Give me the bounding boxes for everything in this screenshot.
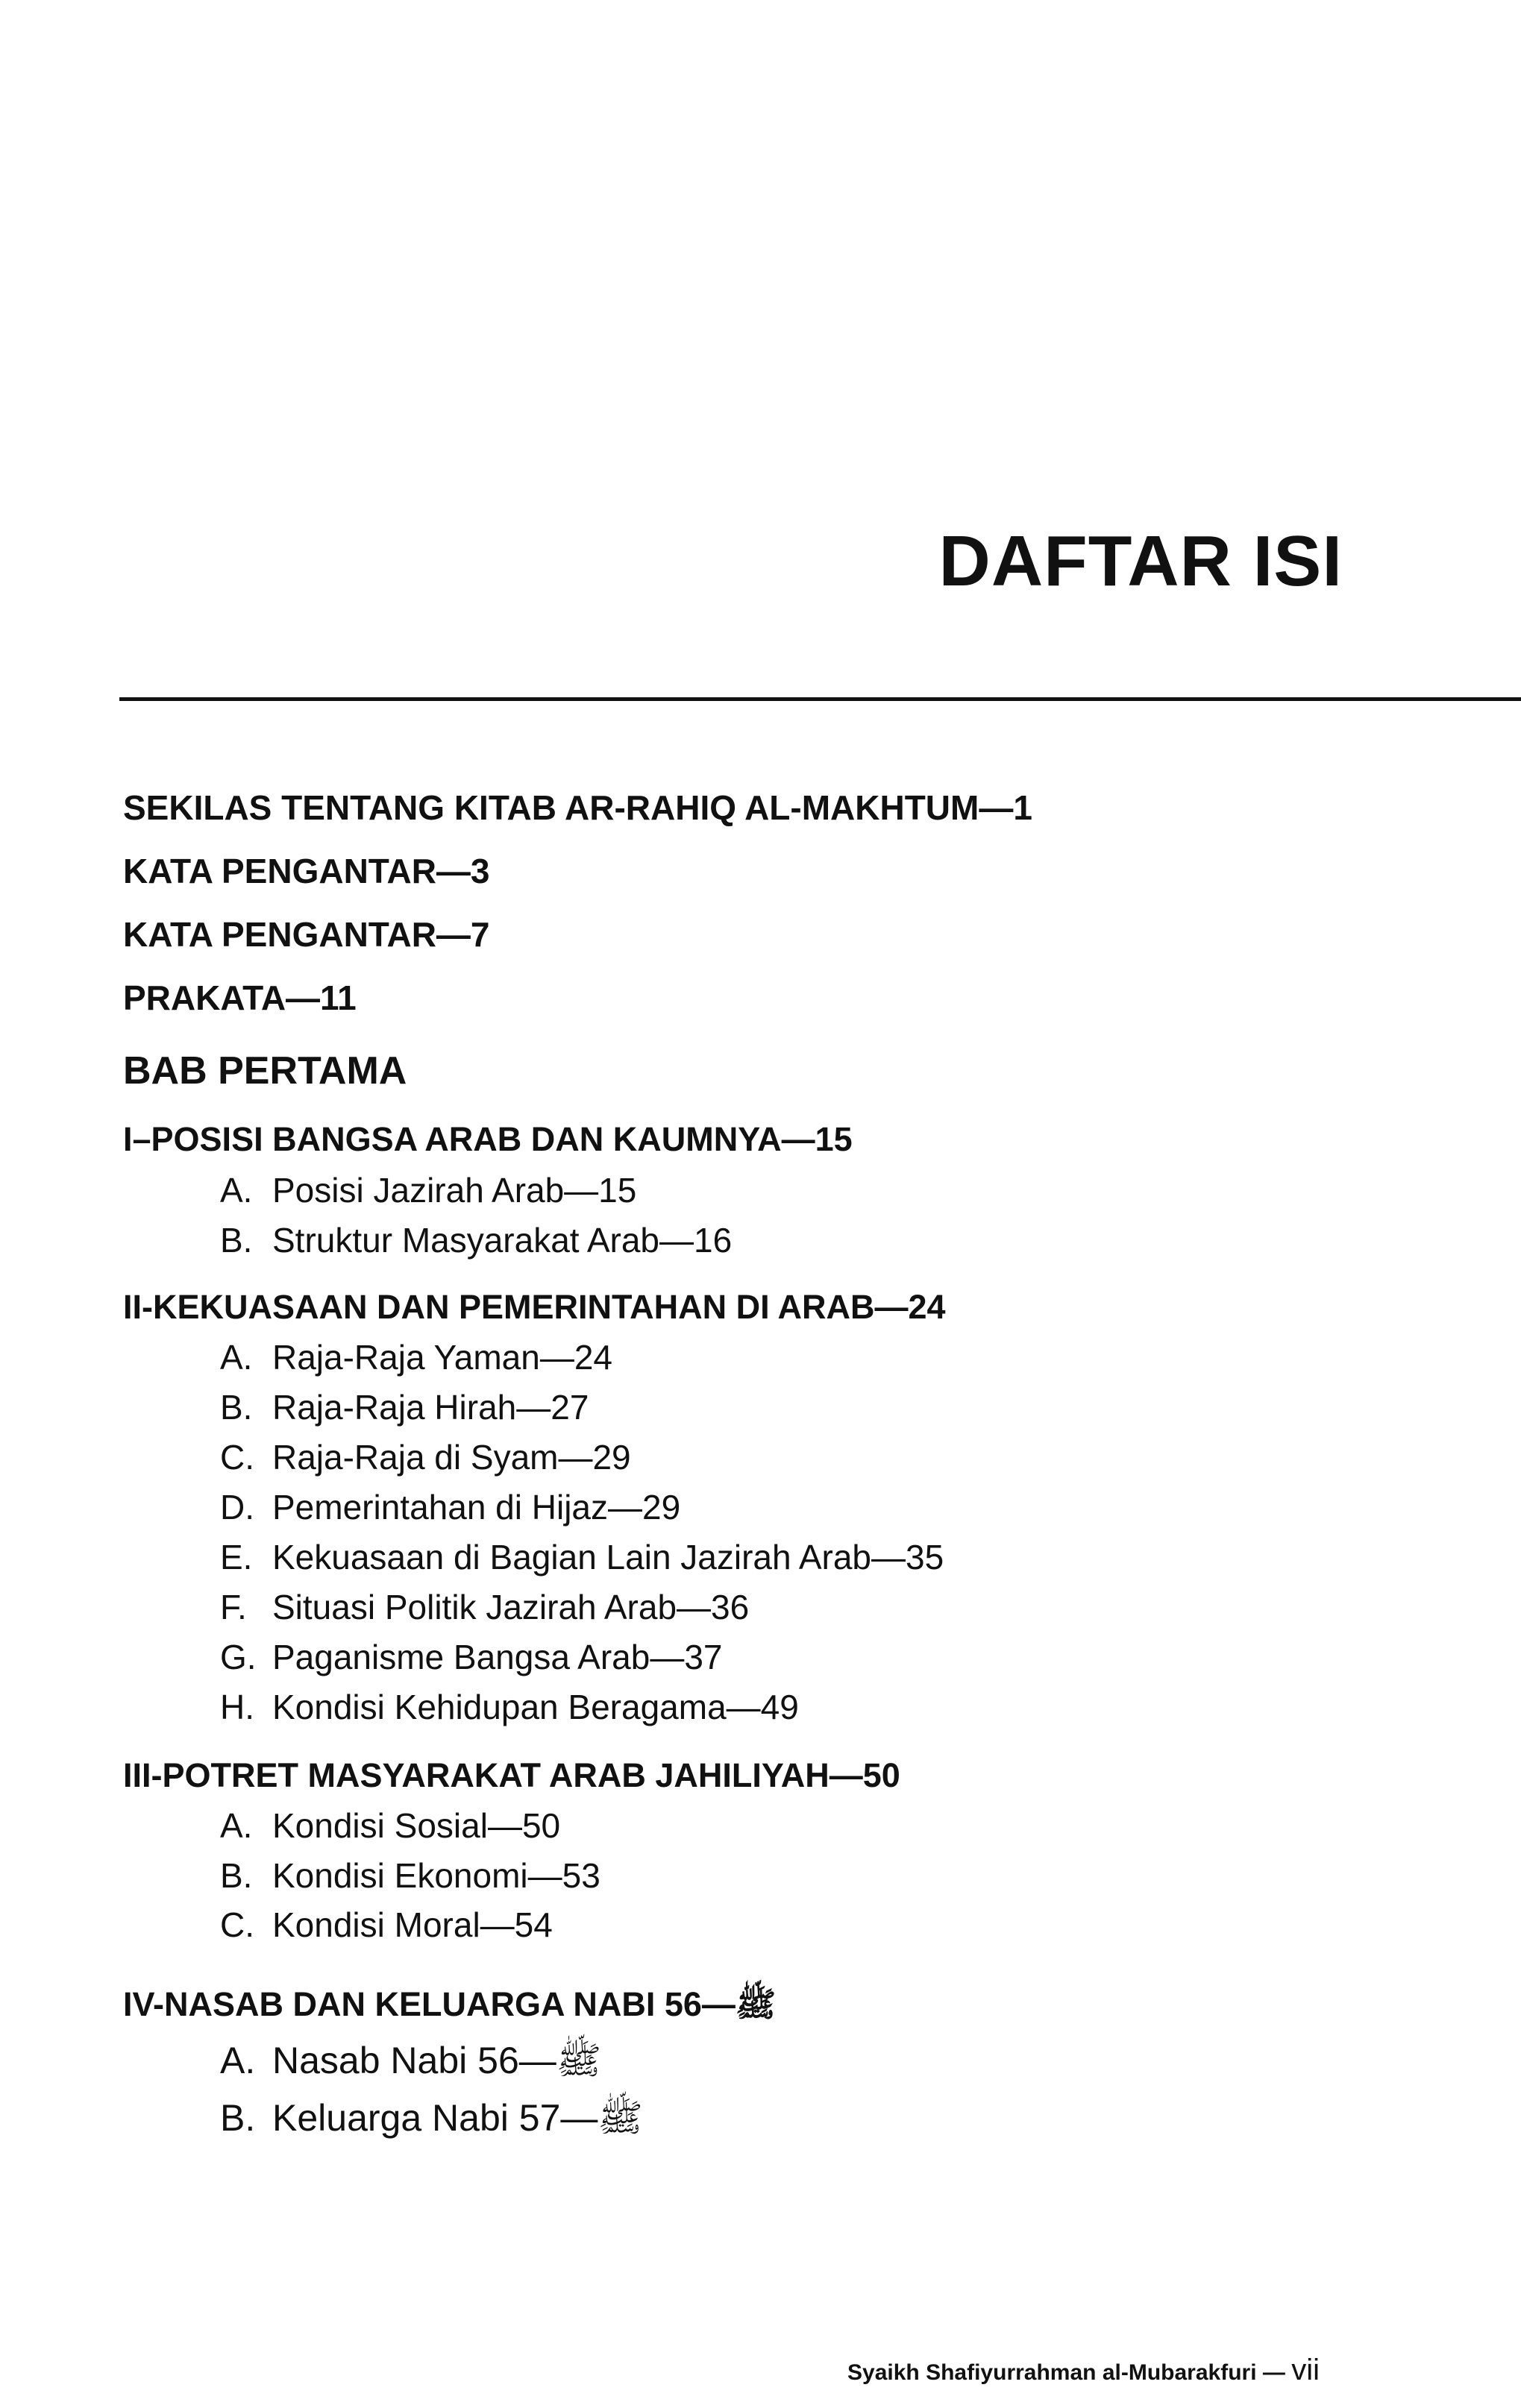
toc-entry-kata-pengantar-1[interactable]: KATA PENGANTAR—3 bbox=[123, 852, 490, 890]
part-heading: BAB PERTAMA bbox=[123, 1049, 407, 1093]
subitem-text: Nasab Nabi ﷺ—56 bbox=[272, 2040, 602, 2081]
subitem-text: Kondisi Sosial—50 bbox=[272, 1806, 561, 1845]
toc-subitem[interactable] bbox=[220, 1221, 733, 1260]
subitem-letter: D. bbox=[220, 1488, 254, 1527]
toc-subitem[interactable] bbox=[220, 1640, 723, 1674]
toc-subitem[interactable] bbox=[220, 1338, 612, 1377]
subitem-letter: B. bbox=[220, 2097, 256, 2139]
page-number: vii bbox=[1291, 2354, 1320, 2386]
subitem-letter: F. bbox=[220, 1588, 247, 1626]
subitem-letter: A. bbox=[220, 1171, 253, 1210]
subitem-letter: A. bbox=[220, 1338, 253, 1377]
subitem-text: Kondisi Kehidupan Beragama—49 bbox=[272, 1688, 799, 1726]
toc-subitem[interactable] bbox=[220, 2042, 601, 2079]
subitem-text: Posisi Jazirah Arab—15 bbox=[272, 1171, 637, 1210]
subitem-letter: A. bbox=[220, 2040, 256, 2081]
subitem-text: Struktur Masyarakat Arab—16 bbox=[272, 1221, 733, 1260]
subitem-letter: C. bbox=[220, 1905, 254, 1944]
toc-subitem[interactable] bbox=[220, 1488, 681, 1527]
footer-author: Syaikh Shafiyurrahman al-Mubarakfuri — bbox=[847, 2360, 1285, 2385]
subitem-text: Pemerintahan di Hijaz—29 bbox=[272, 1488, 681, 1527]
subitem-text: Keluarga Nabi ﷺ—57 bbox=[272, 2097, 643, 2139]
subitem-letter: C. bbox=[220, 1438, 254, 1477]
toc-subitem[interactable] bbox=[220, 1540, 944, 1574]
toc-chapter-1[interactable]: I–POSISI BANGSA ARAB DAN KAUMNYA—15 bbox=[123, 1120, 853, 1158]
toc-entry-kata-pengantar-2[interactable]: KATA PENGANTAR—7 bbox=[123, 915, 490, 954]
subitem-letter: B. bbox=[220, 1221, 253, 1260]
toc-subitem[interactable] bbox=[220, 1808, 560, 1843]
toc-subitem[interactable] bbox=[220, 1905, 553, 1944]
subitem-text: Kekuasaan di Bagian Lain Jazirah Arab—35 bbox=[272, 1538, 944, 1576]
toc-subitem[interactable] bbox=[220, 2099, 643, 2137]
subitem-text: Situasi Politik Jazirah Arab—36 bbox=[272, 1588, 750, 1626]
subitem-text: Kondisi Moral—54 bbox=[272, 1905, 553, 1944]
subitem-text: Paganisme Bangsa Arab—37 bbox=[272, 1638, 723, 1676]
toc-subitem[interactable] bbox=[220, 1171, 637, 1210]
toc-chapter-3[interactable]: III-POTRET MASYARAKAT ARAB JAHILIYAH—50 bbox=[123, 1756, 900, 1794]
toc-subitem[interactable] bbox=[220, 1388, 589, 1427]
subitem-text: Raja-Raja Yaman—24 bbox=[272, 1338, 612, 1377]
toc-subitem[interactable] bbox=[220, 1858, 600, 1893]
toc-entry-prakata[interactable]: PRAKATA—11 bbox=[123, 978, 357, 1017]
page-footer bbox=[847, 2355, 1320, 2385]
subitem-letter: B. bbox=[220, 1856, 253, 1895]
subitem-letter: H. bbox=[220, 1688, 254, 1726]
page-title: DAFTAR ISI bbox=[938, 521, 1343, 601]
subitem-letter: E. bbox=[220, 1538, 253, 1576]
toc-chapter-2[interactable]: II-KEKUASAAN DAN PEMERINTAHAN DI ARAB—24 bbox=[123, 1288, 946, 1326]
subitem-letter: B. bbox=[220, 1388, 253, 1427]
toc-chapter-4[interactable]: IV-NASAB DAN KELUARGA NABI ﷺ—56 bbox=[123, 1985, 777, 2023]
subitem-text: Raja-Raja di Syam—29 bbox=[272, 1438, 631, 1477]
subitem-letter: A. bbox=[220, 1806, 253, 1845]
subitem-text: Kondisi Ekonomi—53 bbox=[272, 1856, 600, 1895]
toc-entry-sekilas[interactable]: SEKILAS TENTANG KITAB AR-RAHIQ AL-MAKHTUM—1 bbox=[123, 788, 1032, 827]
subitem-text: Raja-Raja Hirah—27 bbox=[272, 1388, 589, 1427]
subitem-letter: G. bbox=[220, 1638, 257, 1676]
toc-subitem[interactable] bbox=[220, 1690, 799, 1724]
toc-subitem[interactable] bbox=[220, 1590, 749, 1624]
title-divider bbox=[119, 697, 1521, 701]
toc-subitem[interactable] bbox=[220, 1438, 631, 1477]
